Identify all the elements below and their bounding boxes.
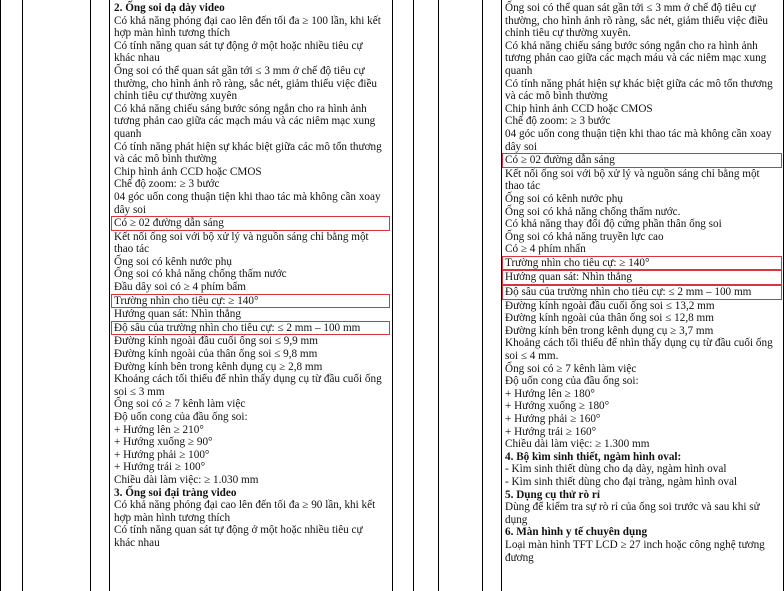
spec-line: - Kìm sinh thiết dùng cho dạ dày, ngàm hình oval	[505, 463, 727, 476]
spec-line: Ống soi có kênh nước phụ	[114, 255, 232, 268]
spec-line: Đường kính ngoài của thân ống soi ≤ 9,8 mm	[114, 348, 318, 361]
spec-line: Ống soi có khả năng chống thấm nước.	[505, 205, 681, 218]
section-heading: 2. Ống soi dạ dày video	[114, 2, 225, 14]
spec-line: Có khả năng chiếu sáng bước sóng ngắn cho ra hình ảnh tương phản cao giữa các mạch máu và các niêm mạc xung quanh	[114, 102, 376, 140]
highlighted-spec-line: Có ≥ 02 đường dẫn sáng	[502, 153, 782, 168]
spec-line: Chế độ zoom: ≥ 3 bước	[114, 178, 220, 191]
spec-line: Đầu dây soi có ≥ 4 phím bấm	[114, 281, 246, 294]
spec-line: - Kìm sinh thiết dùng cho đại tràng, ngàm hình oval	[505, 475, 738, 488]
spec-line: 04 góc uốn cong thuận tiện khi thao tác mà không cần xoay dây soi	[114, 190, 381, 216]
section-heading: 3. Ống soi đại tràng video	[114, 486, 237, 499]
spec-line: Loại màn hình TFT LCD ≥ 27 inch hoặc công nghệ tương đương	[505, 538, 765, 564]
highlighted-spec-line: Độ sâu của trường nhìn cho tiêu cự: ≤ 2 mm – 100 mm	[111, 321, 390, 336]
spec-line: Chiều dài làm việc: ≥ 1.030 mm	[114, 473, 259, 486]
spec-line: Độ uốn cong của đầu ống soi:	[114, 411, 248, 423]
left-table-col-b	[22, 0, 23, 591]
right-table-col-a	[413, 0, 414, 591]
left-spec-cell	[114, 2, 386, 550]
right-table-col-b	[438, 0, 439, 591]
spec-line: Có khả năng phóng đại cao lên đến tối đa ≥ 90 lần, khi kết hợp màn hình tương thích	[114, 499, 376, 524]
spec-line: Chế độ zoom: ≥ 3 bước	[505, 115, 611, 128]
left-table-col-e	[392, 0, 393, 591]
highlighted-spec-line: Hướng quan sát: Nhìn thẳng	[502, 270, 782, 285]
spec-line: Độ uốn cong của đầu ống soi:	[505, 375, 639, 388]
spec-line: Đường kính bên trong kênh dụng cụ ≥ 3,7 mm	[505, 324, 714, 337]
spec-line: Có ≥ 4 phím nhấn	[505, 243, 586, 256]
spec-line: + Hướng lên ≥ 210°	[114, 423, 204, 436]
spec-line: Đường kính bên trong kênh dụng cụ ≥ 2,8 mm	[114, 360, 323, 373]
highlighted-spec-line: Trường nhìn cho tiêu cự: ≥ 140°	[502, 256, 782, 271]
spec-line: Ống soi có khả năng truyền lực cao	[505, 230, 664, 243]
spec-line: Có tính năng quan sát tự động ở một hoặc nhiều tiêu cự khác nhau	[114, 39, 363, 65]
spec-line: + Hướng trái ≥ 160°	[505, 425, 597, 438]
left-table-col-d	[109, 0, 110, 591]
spec-line: + Hướng phải ≥ 160°	[505, 413, 601, 425]
spec-line: Có khả năng thay đổi độ cứng phần thân ống soi	[505, 218, 722, 231]
spec-line: Chip hình ảnh CCD hoặc CMOS	[114, 165, 262, 178]
spec-line: Chiều dài làm việc: ≥ 1.300 mm	[505, 438, 650, 451]
spec-line: Ống soi có ≥ 7 kênh làm việc	[114, 398, 246, 411]
section-heading: 6. Màn hình y tế chuyên dụng	[505, 526, 648, 539]
highlighted-spec-line: Có ≥ 02 đường dẫn sáng	[111, 216, 390, 231]
spec-line: + Hướng xuống ≥ 90°	[114, 436, 213, 449]
section-heading: 5. Dụng cụ thử rò rỉ	[505, 488, 600, 501]
spec-line: Kết nối ống soi với bộ xử lý và nguồn sáng chỉ bằng một thao tác	[505, 167, 760, 193]
left-table-col-a	[0, 0, 1, 591]
spec-line: Có khả năng chiếu sáng bước sóng ngắn cho ra hình ảnh tương phản cao giữa các mạch máu và các niêm mạc xung quanh	[505, 39, 767, 77]
spec-line: Có tính năng phát hiện sự khác biệt giữa các mô tổn thương và các mô bình thường	[114, 140, 382, 166]
spec-line: 04 góc uốn cong thuận tiện khi thao tác mà không cần xoay dây soi	[505, 127, 772, 153]
spec-line: Chip hình ảnh CCD hoặc CMOS	[505, 102, 653, 115]
spec-line: + Hướng trái ≥ 100°	[114, 461, 206, 474]
spec-line: Hướng quan sát: Nhìn thẳng	[114, 308, 241, 321]
spec-line: Ống soi có kênh nước phụ	[505, 192, 623, 205]
highlighted-spec-line: Độ sâu của trường nhìn cho tiêu cự: ≤ 2 mm – 100 mm	[502, 285, 782, 300]
spec-line: + Hướng phải ≥ 100°	[114, 448, 210, 461]
spec-line: Ống soi có ≥ 7 kênh làm việc	[505, 362, 637, 375]
spec-line: Đường kính ngoài đầu cuối ống soi ≤ 9,9 mm	[114, 335, 318, 348]
section-heading: 4. Bộ kìm sinh thiết, ngàm hình oval:	[505, 450, 682, 463]
spec-line: Có tính năng phát hiện sự khác biệt giữa các mô tổn thương và các mô bình thường	[505, 77, 773, 103]
spec-line: Ống soi có thể quan sát gần tới ≤ 3 mm ở chế độ tiêu cự thường, cho hình ảnh rõ ràng, sắc nét, giảm thiểu việc điều chỉnh tiêu cự thường xuyên	[114, 64, 378, 103]
spec-line: Ống soi có thể quan sát gần tới ≤ 3 mm ở chế độ tiêu cự thường, cho hình ảnh rõ ràng, sắc nét, giảm thiểu việc điều chỉnh tiêu cự thường xuyên.	[505, 2, 769, 40]
left-table-col-c	[90, 0, 91, 591]
spec-line: Dùng để kiểm tra sự rò rỉ của ống soi trước và sau khi sử dụng	[505, 501, 760, 526]
spec-line: Có khả năng phóng đại cao lên đến tối đa ≥ 100 lần, khi kết hợp màn hình tương thích	[114, 14, 381, 40]
spec-line: Có tính năng quan sát tự động ở một hoặc nhiều tiêu cự khác nhau	[114, 524, 363, 549]
spec-line: Kết nối ống soi với bộ xử lý và nguồn sáng chỉ bằng một thao tác	[114, 230, 369, 256]
spec-line: Ống soi có khả năng chống thấm nước	[114, 268, 287, 281]
highlighted-spec-line: Trường nhìn cho tiêu cự: ≥ 140°	[111, 294, 390, 309]
spec-line: + Hướng lên ≥ 180°	[505, 387, 595, 400]
spec-line: Khoảng cách tối thiểu để nhìn thấy dụng cụ từ đầu cuối ống soi ≤ 4 mm.	[505, 337, 773, 363]
right-spec-cell	[505, 2, 778, 564]
spec-line: + Hướng xuống ≥ 180°	[505, 400, 610, 413]
right-table-col-c	[482, 0, 483, 591]
spec-line: Đường kính ngoài của thân ống soi ≤ 12,8 mm	[505, 312, 714, 325]
spec-line: Khoảng cách tối thiểu để nhìn thấy dụng cụ từ đầu cuối ống soi ≤ 3 mm	[114, 373, 382, 398]
spec-line: Đường kính ngoài đầu cuối ống soi ≤ 13,2 mm	[505, 299, 715, 312]
